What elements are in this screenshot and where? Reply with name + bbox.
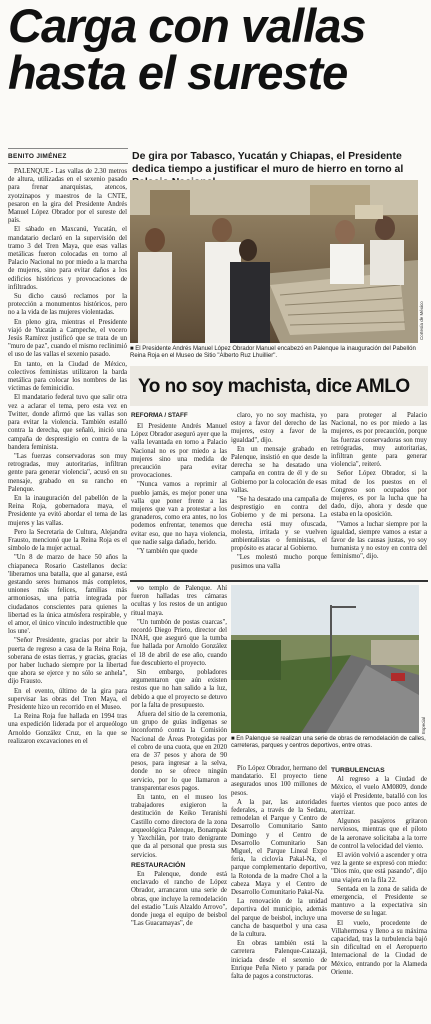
street-photo-image	[231, 585, 419, 733]
lower-right-column	[331, 765, 427, 1024]
sub-col2-paragraph: En un mensaje grabado en Palenque, insistió en que desde la derecha se ha desatado una campaña en contra de él y de su Gobierno por la colocación de esas vallas.	[231, 445, 327, 494]
lower-right-paragraph: Sentada en la zona de salida de emergencia, el Presidente se mantuvo a la expectativa sin moverse de su lugar.	[331, 885, 427, 918]
lower-left-paragraph: Sin embargo, pobladores argumentaron que aún existen restos que no han salido a la luz, debido a que el proyecto se detuvo por la falta de presupuesto.	[131, 669, 227, 709]
main-photo	[130, 180, 418, 343]
lower-left-paragraph: En Palenque, donde está enclavado el rancho de López Obrador, arrancaron una serie de obras, que incluye la remodelación del estadio "Luis Alzaldo Arrovo", donde juega el equipo de beisbol "Las Guacamayas", de	[131, 870, 227, 928]
left-col-paragraph: En tanto, en la Ciudad de México, colectivos feministas utilizaron la barda metálica para colocar los nombres de las víctimas de feminicidio.	[8, 360, 127, 393]
street-photo-caption	[231, 736, 427, 750]
left-col-paragraph: PALENQUE.- Las vallas de 2.30 metros de altura, utilizadas en el sexenio pasado para frenar anarquistas, atencos, zyotzinapos y maestros de la CNTE, pesaron en la gira del Presidente Andrés Manuel López Obrador por el sureste del país.	[8, 168, 127, 225]
caption-marker: ■	[231, 736, 235, 742]
sub-col2-paragraph: claro, yo no soy machista, yo estoy a favor del derecho de las mujeres, estoy a favor de la igualdad", dijo.	[231, 412, 327, 444]
sub-story-headline: Yo no soy machista, dice AMLO	[138, 376, 410, 397]
sub-story-column-2	[231, 412, 327, 578]
left-col-paragraph: En el evento, último de la gira para supervisar las obras del Tren Maya, el Presidente hizo un recorrido en el Museo.	[8, 687, 127, 711]
left-col-paragraph: En la inauguración del pabellón de la Reina Roja, gobernadora maya, el Presidente ya evitó abordar el tema de las mujeres y las vallas.	[8, 494, 127, 527]
headline-line-2: hasta el sureste	[8, 46, 348, 99]
lower-left-column	[131, 585, 227, 1024]
sub-col1-paragraph: "Nunca vamos a reprimir al pueblo jamás, es mejor poner una valla que poner frente a las mujeres que van a protestar a los granaderos, como era antes, no los podemos enfrentar, tenemos que evitar eso, que no haya violencia, que nadie salga dañado, herido.	[131, 481, 227, 546]
photo-credit: Cortesía de México	[419, 301, 424, 340]
sub-col1-paragraph: "Y también que quede	[137, 548, 198, 556]
byline-rule-bottom	[8, 163, 128, 164]
headline	[8, 0, 428, 99]
left-col-paragraph: "Las fuerzas conservadoras son muy retrogradas, muy autoritarias, infiltran gente para generar violencia", acusó en su mensaje, grabado en su rancho en Palenque.	[8, 452, 127, 493]
caption-text: En Palenque se realizan una serie de obras de remodelación de calles, carreteras, parques y centros deportivos, entre otras.	[231, 736, 426, 750]
sub-col1-paragraph: El Presidente Andrés Manuel López Obrador aseguró ayer que la valla levantada en torno a Palacio Nacional no es por miedo a las mujeres sino una medida de precaución para evitar provocaciones.	[131, 423, 227, 480]
street-photo	[231, 585, 419, 733]
sub-col3-paragraph: para proteger al Palacio Nacional, no es por miedo a las mujeres, es por precaución, porque las fuerzas conservadoras son muy retrógradas, muy autoritarias, infiltran gente para generar violencia", reiteró.	[331, 412, 427, 469]
left-col-paragraph: La Reina Roja fue hallada en 1994 tras una expedición liderada por el arqueólogo Arnoldo González Cruz, en la que se realizaron excavaciones en el	[8, 713, 127, 745]
left-column	[8, 168, 127, 1024]
lower-left-paragraph: En tanto, en el museo los trabajadores exigieron la destitución de Keiko Teranishi Castillo como directora de la zona arqueológica Palenque, Bonampak y Yaxchilán, por trato denigrante que da al personal que presta sus servicios.	[131, 794, 227, 859]
left-col-paragraph: El mandatario federal tuvo que salir otra vez a aclarar el tema, pero esta vez en Twitter, donde afirmó que las vallas son para evitar la violencia. También estalló contra la derecha, que señaló, inició una campaña de desprestigio en contra de la bandera feminista.	[8, 394, 127, 451]
street-photo-credit: Especial	[421, 716, 426, 734]
deck: De gira por Tabasco, Yucatán y Chiapas, el Presidente dedica tiempo a justificar el muro de hierro en torno al	[132, 150, 404, 175]
lower-left-paragraph: Afuera del sitio de la ceremonia, un grupo de guías indígenas se inconformó contra la Comisión Nacional de Áreas Protegidas por el cobro de una cuota, que en 2020 era de 37 pesos y ahora de 90 pesos, para ingresar a la selva, donde no se ofrece ningún servicio, por lo que llamaron a transparentar esos pagos.	[131, 711, 227, 792]
subhead-restauracion: RESTAURACIÓN	[131, 861, 186, 869]
main-photo-image	[130, 180, 418, 343]
byline: BENITO JIMÉNEZ	[8, 153, 67, 160]
lower-right-paragraph: El avión volvió a ascender y otra vez la gente se expresó con miedo: "Dios mío, que está pasando", dijo una viajera en la fila 22.	[331, 852, 427, 884]
left-col-paragraph: El sábado en Maxcanú, Yucatán, el mandatario declaró en la supervisión del tramo 3 del Tren Maya, que esas vallas metálicas fueron colocadas en torno al Palacio Nacional no por miedo a la marcha de mujeres, sino para evitar daños a los edificios históricos y provocaciones de infiltrados.	[8, 226, 127, 291]
left-col-paragraph: "Señor Presidente, gracias por abrir la puerta de regreso a casa de la Reina Roja, soberana de estas tierras, y gracias, gracias por haber luchado siempre por la libertad que ahora se ejerce y no sólo se anhela", dijo Frausto.	[8, 637, 127, 686]
left-col-paragraph: En pleno gira, mientras el Presidente viajó de Yucatán a Campeche, el vocero Jesús Ramírez justificó que se trata de un "muro de paz", cuando el mismo reclinimió el uso de las vallas el sexenio pasado.	[8, 318, 127, 359]
sub-story-column-3	[331, 412, 427, 578]
sub-col2-paragraph: "Les molestó mucho porque pusimos una valla	[231, 554, 327, 570]
sub-story-bottom-rule	[130, 580, 428, 582]
lower-mid-paragraph: En obras también está la carretera Palenque-Catazajá, iniciada desde el sexenio de Enrique Peña Nieto y parada por falta de pagos a constructoras.	[231, 940, 327, 981]
sub-col3-paragraph: "Vamos a luchar siempre por la igualdad, siempre vamos a estar a favor de las causas justas, yo soy humanista y no estoy en contra del feminismo", dijo.	[331, 520, 427, 561]
lower-left-paragraph: "Un tumbón de postas cuarcas", recordó Diego Prieto, director del INAH, que aseguró que la tumba fue hallada por Arnoldo González el 18 de abril de ese año, cuando fue descubierto el proyecto.	[131, 618, 227, 667]
lower-right-paragraph: Al regreso a la Ciudad de México, el vuelo AM0809, donde viajó el Presidente, batalló con los fuertes vientos que poco antes de aterrizar.	[331, 776, 427, 817]
left-col-paragraph: "Un 8 de marzo de hace 50 años la chiapaneca Rosario Castellanos decía: 'liberamos una batalla, que al ganarse, está gestando seres humanos más completos, uniones más felices, familias más armoniosas, una patria integrada por ciudadanos conscientes para quienes la libertad es la única atmósfera respirable, y el amor, el único vínculo indestructible que los une'.	[8, 554, 127, 636]
lower-right-paragraph: El vuelo, procedente de Villahermosa y lleno a su máxima capacidad, tras la turbulencia bajó sin dificultad en el Aeropuerto Internacional de la Ciudad de México, entrando por la Alameda Oriente.	[331, 919, 427, 976]
left-col-paragraph: Pero la Secretaria de Cultura, Alejandra Frausto, mencionó que la Reina Roja es el símbolo de la mujer actual.	[8, 528, 127, 553]
lower-right-paragraph: Algunos pasajeros gritaron nerviosos, mientras que el piloto de la aeronave solicitaba a la torre de control la velocidad del viento.	[331, 818, 427, 850]
headline-line-1: Carga con vallas	[8, 0, 366, 52]
section-credit: REFORMA / STAFF	[131, 412, 188, 419]
sub-story-column-1	[131, 423, 227, 578]
subhead-turbulencias: TURBULENCIAS	[331, 767, 385, 774]
lower-left-paragraph: vo templo de Palenque. Ahí fueron halladas tres cámaras ocultas y los restos de un antiguo ritual maya.	[131, 585, 227, 617]
lower-mid-paragraph: Pío López Obrador, hermano del mandatario. El proyecto tiene asegurados unos 100 millones de pesos.	[231, 765, 327, 797]
byline-rule	[8, 148, 128, 149]
photo-caption	[130, 346, 426, 360]
caption-text: El Presidente Andrés Manuel López Obrador Manuel encabezó en Palenque la inauguración del Pabellón Reina Roja en el Museo de Sitio "Alberto Ruz Lhuillier".	[130, 346, 416, 360]
lower-middle-column	[231, 765, 327, 1024]
caption-marker: ■	[130, 346, 134, 352]
lower-mid-paragraph: La renovación de la unidad deportiva del municipio, además del parque de beisbol, incluye una cancha de basquetbol y una casa de la cultura.	[231, 898, 327, 939]
sub-col2-paragraph: "Se ha desatado una campaña de desprestigio en contra del Gobierno y de mi persona. La derecha está muy ofuscada, molesta, irritada y se vuelven ambientalistas o feministas, el propósito es atacar al Gobierno.	[231, 496, 327, 553]
lower-mid-paragraph: A la par, las autoridades federales, a través de la Sedatu, remodelan el Parque y Centro de Desarrollo Comunitario Santo Domingo y el Centro de Desarrollo Comunitario San Miguel, el Parque Lineal Expo feria, la ciclovía Pakal-Na, el parque complementario deportivo, la Rotonda de la madre Chol a la cabeza Maya y el Centro de Desarrollo Comunitario Pakal-Na.	[231, 798, 327, 897]
left-col-paragraph: Su dicho causó reclamos por la protección a monumentos históricos, pero no a la vida de las mujeres violentadas.	[8, 293, 127, 317]
sub-col3-paragraph: Señor López Obrador, si la mitad de los puestos en el Congreso son ocupados por mujeres, es por la lucha que ha dado, dijo, ahora y desde que estaba en la oposición.	[331, 470, 427, 519]
